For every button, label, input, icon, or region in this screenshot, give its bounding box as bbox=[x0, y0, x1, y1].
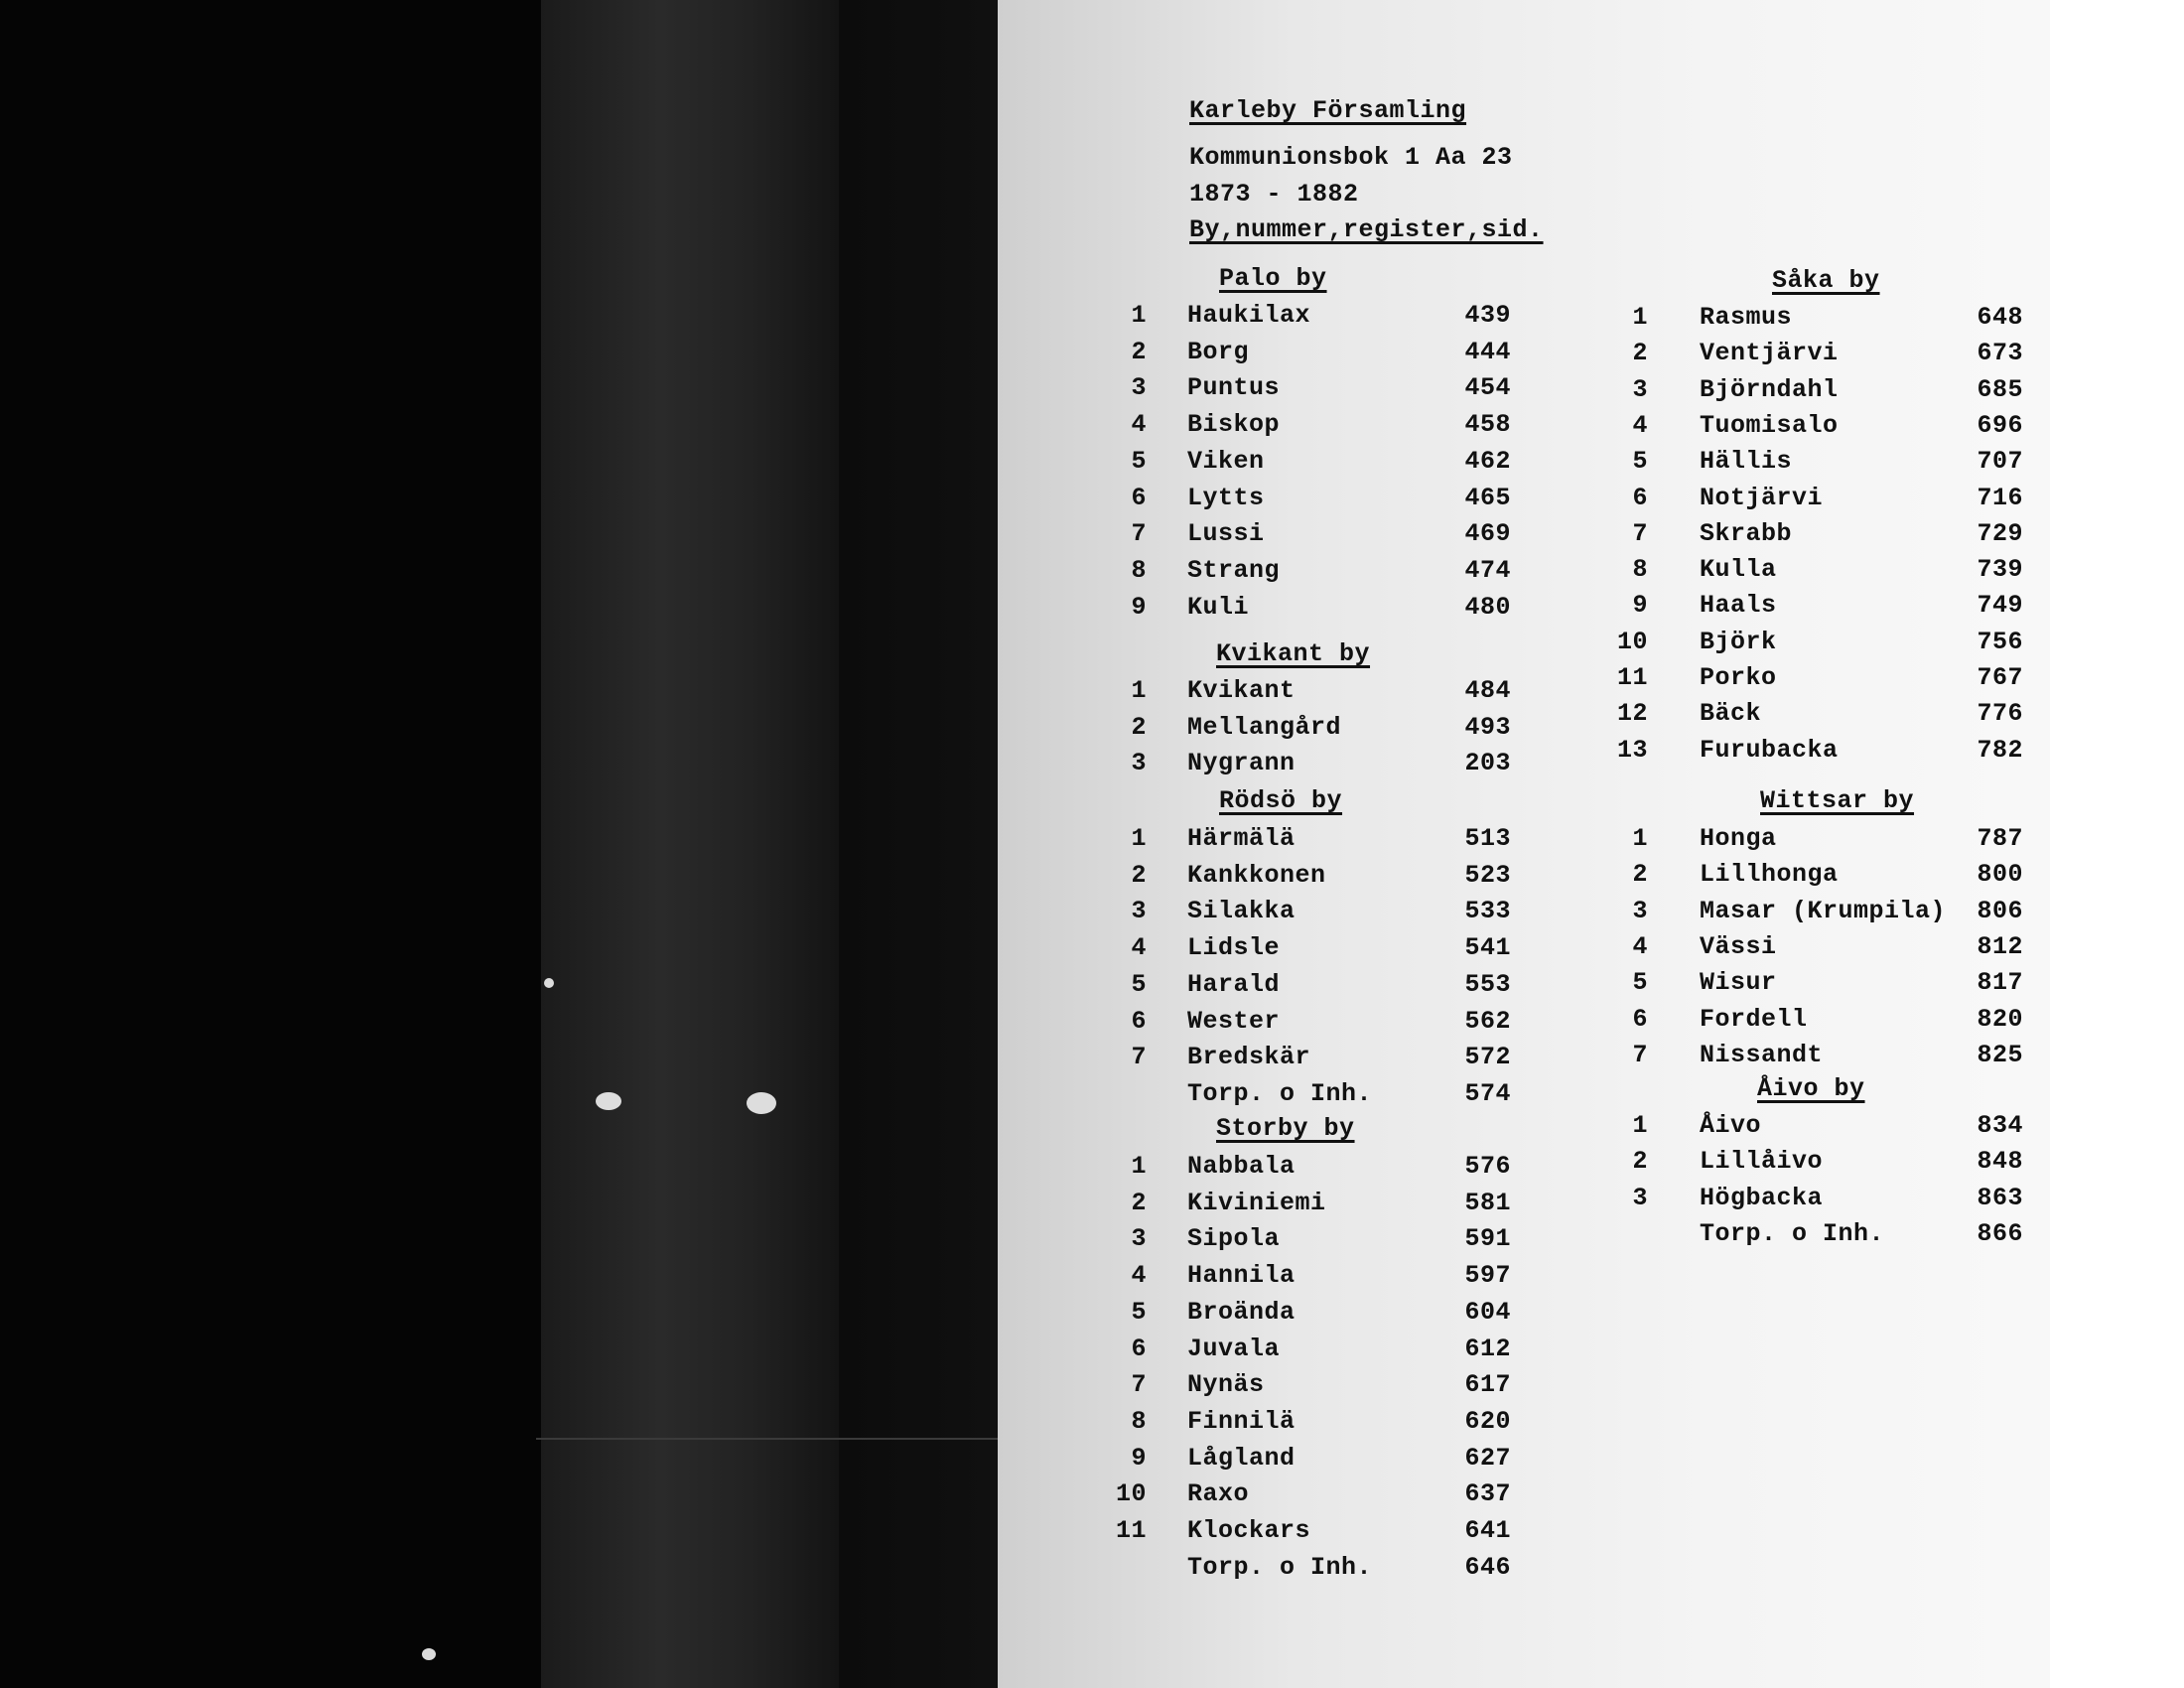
row-number: 2 bbox=[1131, 1189, 1147, 1217]
page-number: 523 bbox=[1464, 861, 1511, 890]
row-number: 3 bbox=[1131, 373, 1147, 402]
row-number: 11 bbox=[1616, 663, 1648, 692]
page-number: 776 bbox=[1977, 699, 2023, 728]
page-number: 685 bbox=[1977, 375, 2023, 404]
farm-name: Sipola bbox=[1187, 1224, 1281, 1253]
farm-name: Borg bbox=[1187, 338, 1250, 366]
row-number: 3 bbox=[1131, 1224, 1147, 1253]
row-number: 7 bbox=[1632, 1041, 1648, 1069]
page-number: 591 bbox=[1464, 1224, 1511, 1253]
farm-name: Strang bbox=[1187, 556, 1281, 585]
row-number: 5 bbox=[1632, 447, 1648, 476]
page-number: 739 bbox=[1977, 555, 2023, 584]
farm-name: Wisur bbox=[1700, 968, 1777, 997]
farm-name: Bäck bbox=[1700, 699, 1762, 728]
page-number: 617 bbox=[1464, 1370, 1511, 1399]
row-number: 6 bbox=[1131, 1007, 1147, 1036]
years-range: 1873 - 1882 bbox=[1189, 180, 1359, 209]
page-number: 637 bbox=[1464, 1479, 1511, 1508]
page-number: 767 bbox=[1977, 663, 2023, 692]
row-number: 10 bbox=[1616, 628, 1648, 656]
row-number: 1 bbox=[1131, 676, 1147, 705]
book-title: Kommunionsbok 1 Aa 23 bbox=[1189, 143, 1513, 172]
farm-name: Notjärvi bbox=[1700, 484, 1824, 512]
farm-name: Åivo bbox=[1700, 1111, 1762, 1140]
page-number: 749 bbox=[1977, 591, 2023, 620]
row-number: 7 bbox=[1632, 519, 1648, 548]
row-number: 2 bbox=[1131, 861, 1147, 890]
row-number: 3 bbox=[1131, 749, 1147, 777]
page-number: 696 bbox=[1977, 411, 2023, 440]
row-number: 9 bbox=[1131, 593, 1147, 622]
page-number: 581 bbox=[1464, 1189, 1511, 1217]
page-number: 541 bbox=[1464, 933, 1511, 962]
farm-name: Lidsle bbox=[1187, 933, 1281, 962]
farm-name: Kankkonen bbox=[1187, 861, 1326, 890]
section-title: Kvikant by bbox=[1216, 639, 1371, 668]
page-number: 641 bbox=[1464, 1516, 1511, 1545]
row-number: 1 bbox=[1632, 1111, 1648, 1140]
row-number: 2 bbox=[1632, 339, 1648, 367]
farm-name: Nynäs bbox=[1187, 1370, 1265, 1399]
page-number: 480 bbox=[1464, 593, 1511, 622]
row-number: 6 bbox=[1131, 484, 1147, 512]
page-number: 820 bbox=[1977, 1005, 2023, 1034]
row-number: 1 bbox=[1131, 301, 1147, 330]
row-number: 10 bbox=[1115, 1479, 1147, 1508]
page-number: 646 bbox=[1464, 1553, 1511, 1582]
page-number: 553 bbox=[1464, 970, 1511, 999]
row-number: 3 bbox=[1632, 1184, 1648, 1212]
farm-name: Lussi bbox=[1187, 519, 1265, 548]
row-number: 6 bbox=[1632, 484, 1648, 512]
row-number: 4 bbox=[1632, 932, 1648, 961]
farm-name: Juvala bbox=[1187, 1335, 1281, 1363]
page-number: 444 bbox=[1464, 338, 1511, 366]
farm-name: Kiviniemi bbox=[1187, 1189, 1326, 1217]
farm-name: Nissandt bbox=[1700, 1041, 1824, 1069]
page-number: 612 bbox=[1464, 1335, 1511, 1363]
page-number: 597 bbox=[1464, 1261, 1511, 1290]
dust-speck bbox=[747, 1092, 776, 1114]
page-number: 493 bbox=[1464, 713, 1511, 742]
page-number: 484 bbox=[1464, 676, 1511, 705]
row-number: 7 bbox=[1131, 1370, 1147, 1399]
page-number: 203 bbox=[1464, 749, 1511, 777]
row-number: 2 bbox=[1131, 338, 1147, 366]
farm-name: Klockars bbox=[1187, 1516, 1311, 1545]
row-number: 1 bbox=[1632, 824, 1648, 853]
page-number: 620 bbox=[1464, 1407, 1511, 1436]
row-number: 5 bbox=[1131, 447, 1147, 476]
row-number: 8 bbox=[1131, 556, 1147, 585]
row-number: 11 bbox=[1115, 1516, 1147, 1545]
page-number: 863 bbox=[1977, 1184, 2023, 1212]
row-number: 1 bbox=[1131, 1152, 1147, 1181]
farm-name: Biskop bbox=[1187, 410, 1281, 439]
farm-name: Hannila bbox=[1187, 1261, 1296, 1290]
row-number: 3 bbox=[1632, 897, 1648, 925]
page-number: 465 bbox=[1464, 484, 1511, 512]
dust-speck bbox=[544, 978, 554, 988]
farm-name: Viken bbox=[1187, 447, 1265, 476]
page-number: 648 bbox=[1977, 303, 2023, 332]
farm-name: Fordell bbox=[1700, 1005, 1808, 1034]
row-number: 3 bbox=[1131, 897, 1147, 925]
section-title: Rödsö by bbox=[1219, 786, 1343, 815]
farm-name: Silakka bbox=[1187, 897, 1296, 925]
section-title: Palo by bbox=[1219, 264, 1327, 293]
row-number: 7 bbox=[1131, 519, 1147, 548]
page-number: 806 bbox=[1977, 897, 2023, 925]
section-title: Åivo by bbox=[1757, 1074, 1865, 1103]
row-number: 7 bbox=[1131, 1043, 1147, 1071]
farm-name: Haukilax bbox=[1187, 301, 1311, 330]
row-number: 3 bbox=[1632, 375, 1648, 404]
farm-name: Vässi bbox=[1700, 932, 1777, 961]
farm-name: Lågland bbox=[1187, 1444, 1296, 1473]
page-number: 848 bbox=[1977, 1147, 2023, 1176]
section-title: Wittsar by bbox=[1760, 786, 1915, 815]
row-number: 8 bbox=[1632, 555, 1648, 584]
farm-name: Skrabb bbox=[1700, 519, 1793, 548]
row-number: 8 bbox=[1131, 1407, 1147, 1436]
page-number: 782 bbox=[1977, 736, 2023, 765]
book-spine-shadow bbox=[541, 0, 839, 1688]
farm-name: Torp. o Inh. bbox=[1187, 1079, 1373, 1108]
row-number: 4 bbox=[1131, 1261, 1147, 1290]
row-number: 13 bbox=[1616, 736, 1648, 765]
page-number: 604 bbox=[1464, 1298, 1511, 1327]
farm-name: Nygrann bbox=[1187, 749, 1296, 777]
farm-name: Björndahl bbox=[1700, 375, 1839, 404]
page-number: 474 bbox=[1464, 556, 1511, 585]
farm-name: Torp. o Inh. bbox=[1187, 1553, 1373, 1582]
farm-name: Porko bbox=[1700, 663, 1777, 692]
farm-name: Hällis bbox=[1700, 447, 1793, 476]
row-number: 12 bbox=[1616, 699, 1648, 728]
farm-name: Ventjärvi bbox=[1700, 339, 1839, 367]
farm-name: Finnilä bbox=[1187, 1407, 1296, 1436]
row-number: 2 bbox=[1632, 1147, 1648, 1176]
page-number: 533 bbox=[1464, 897, 1511, 925]
farm-name: Lillåivo bbox=[1700, 1147, 1824, 1176]
page-number: 469 bbox=[1464, 519, 1511, 548]
farm-name: Broända bbox=[1187, 1298, 1296, 1327]
farm-name: Wester bbox=[1187, 1007, 1281, 1036]
page-number: 572 bbox=[1464, 1043, 1511, 1071]
dust-speck bbox=[422, 1648, 436, 1660]
page-number: 729 bbox=[1977, 519, 2023, 548]
page-number: 673 bbox=[1977, 339, 2023, 367]
parish-title: Karleby Församling bbox=[1189, 96, 1467, 125]
farm-name: Kvikant bbox=[1187, 676, 1296, 705]
farm-name: Harald bbox=[1187, 970, 1281, 999]
column-legend: By,nummer,register,sid. bbox=[1189, 215, 1544, 244]
page-number: 716 bbox=[1977, 484, 2023, 512]
page-number: 513 bbox=[1464, 824, 1511, 853]
page-number: 800 bbox=[1977, 860, 2023, 889]
row-number: 4 bbox=[1131, 410, 1147, 439]
row-number: 5 bbox=[1131, 970, 1147, 999]
farm-name: Lytts bbox=[1187, 484, 1265, 512]
farm-name: Björk bbox=[1700, 628, 1777, 656]
page-number: 707 bbox=[1977, 447, 2023, 476]
farm-name: Honga bbox=[1700, 824, 1777, 853]
page-number: 562 bbox=[1464, 1007, 1511, 1036]
farm-name: Masar (Krumpila) bbox=[1700, 897, 1947, 925]
farm-name: Rasmus bbox=[1700, 303, 1793, 332]
page-number: 458 bbox=[1464, 410, 1511, 439]
farm-name: Lillhonga bbox=[1700, 860, 1839, 889]
farm-name: Puntus bbox=[1187, 373, 1281, 402]
farm-name: Kulla bbox=[1700, 555, 1777, 584]
row-number: 1 bbox=[1131, 824, 1147, 853]
page-number: 817 bbox=[1977, 968, 2023, 997]
row-number: 2 bbox=[1632, 860, 1648, 889]
farm-name: Kuli bbox=[1187, 593, 1250, 622]
page-number: 576 bbox=[1464, 1152, 1511, 1181]
page-margin bbox=[2050, 0, 2184, 1688]
row-number: 6 bbox=[1131, 1335, 1147, 1363]
dust-speck bbox=[596, 1092, 621, 1110]
row-number: 4 bbox=[1131, 933, 1147, 962]
page-number: 787 bbox=[1977, 824, 2023, 853]
farm-name: Nabbala bbox=[1187, 1152, 1296, 1181]
page-number: 574 bbox=[1464, 1079, 1511, 1108]
section-title: Såka by bbox=[1772, 266, 1880, 295]
page-number: 462 bbox=[1464, 447, 1511, 476]
page-number: 627 bbox=[1464, 1444, 1511, 1473]
page-number: 454 bbox=[1464, 373, 1511, 402]
section-title: Storby by bbox=[1216, 1114, 1355, 1143]
row-number: 5 bbox=[1131, 1298, 1147, 1327]
farm-name: Tuomisalo bbox=[1700, 411, 1839, 440]
farm-name: Härmälä bbox=[1187, 824, 1296, 853]
page-number: 439 bbox=[1464, 301, 1511, 330]
scan-artifact-line bbox=[536, 1438, 1003, 1440]
page-number: 866 bbox=[1977, 1219, 2023, 1248]
row-number: 9 bbox=[1632, 591, 1648, 620]
farm-name: Högbacka bbox=[1700, 1184, 1824, 1212]
row-number: 1 bbox=[1632, 303, 1648, 332]
page-number: 834 bbox=[1977, 1111, 2023, 1140]
row-number: 4 bbox=[1632, 411, 1648, 440]
farm-name: Torp. o Inh. bbox=[1700, 1219, 1885, 1248]
row-number: 2 bbox=[1131, 713, 1147, 742]
row-number: 6 bbox=[1632, 1005, 1648, 1034]
farm-name: Mellangård bbox=[1187, 713, 1342, 742]
row-number: 9 bbox=[1131, 1444, 1147, 1473]
farm-name: Furubacka bbox=[1700, 736, 1839, 765]
book-spine-shadow-dark bbox=[839, 0, 998, 1688]
farm-name: Raxo bbox=[1187, 1479, 1250, 1508]
row-number: 5 bbox=[1632, 968, 1648, 997]
page-number: 756 bbox=[1977, 628, 2023, 656]
farm-name: Bredskär bbox=[1187, 1043, 1311, 1071]
page-number: 825 bbox=[1977, 1041, 2023, 1069]
page-number: 812 bbox=[1977, 932, 2023, 961]
farm-name: Haals bbox=[1700, 591, 1777, 620]
